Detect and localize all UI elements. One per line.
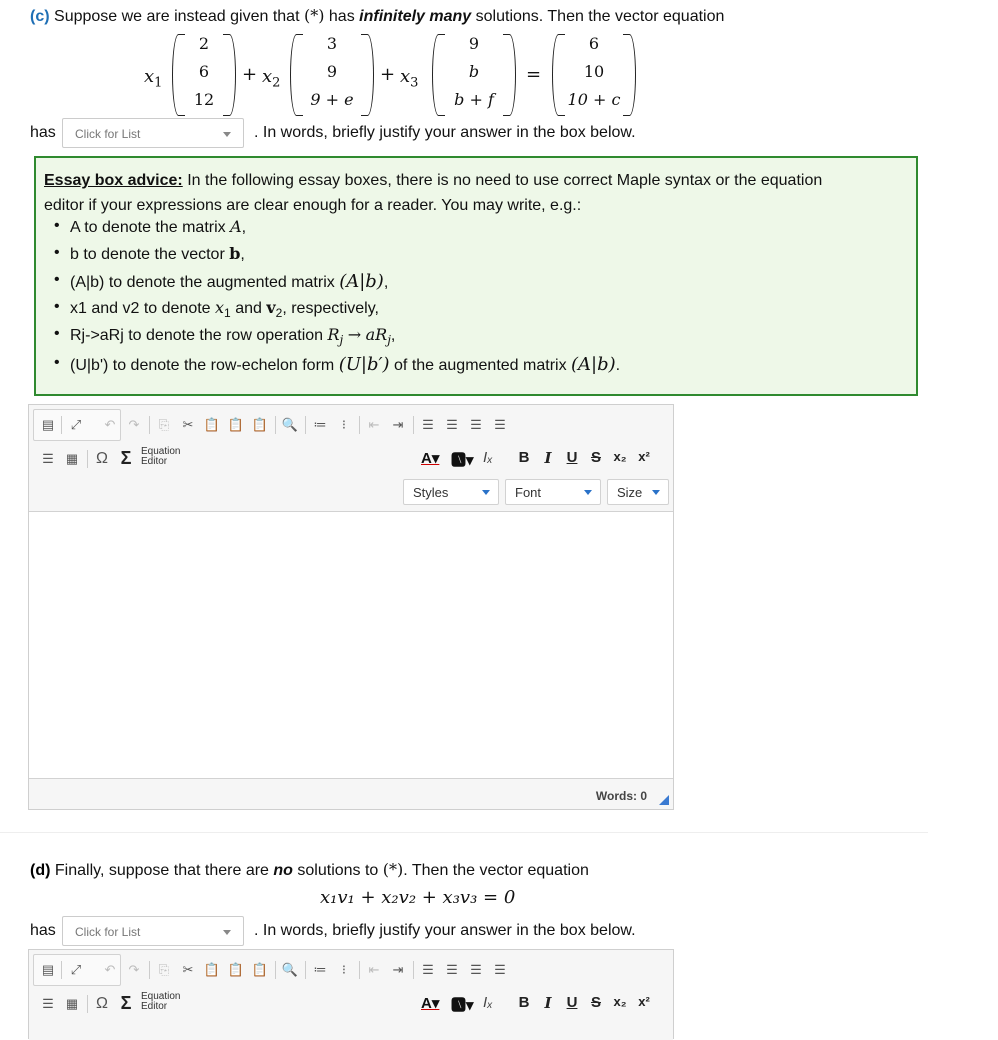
numbered-list-icon[interactable]: ≔: [313, 962, 327, 977]
search-icon[interactable]: 🔍: [281, 962, 299, 977]
paste-text-icon[interactable]: 📋: [227, 962, 245, 977]
toolbar-separator: [275, 416, 276, 434]
numbered-list-icon[interactable]: ≔: [313, 417, 327, 432]
remove-format-icon[interactable]: Iₓ: [483, 449, 493, 466]
part-d-intro: [30, 860, 589, 880]
align-right-icon[interactable]: ☰: [470, 962, 482, 977]
cut-icon[interactable]: ✂: [182, 417, 194, 432]
vector-2: [290, 34, 374, 116]
indent-icon[interactable]: ⇥: [392, 417, 404, 432]
has-label: has: [30, 922, 56, 939]
align-left-icon[interactable]: ☰: [422, 962, 434, 977]
advice-line-1: In the following essay boxes, there is no need to use correct Maple syntax or the equation: [187, 172, 823, 189]
editor-toolbar: [29, 405, 673, 512]
toolbar-separator: [275, 961, 276, 979]
subscript-icon[interactable]: x₂: [613, 994, 627, 1009]
vector-2-entry: 9 + e: [310, 90, 354, 109]
select-placeholder: Click for List: [75, 925, 141, 939]
word-count: Words: 0: [595, 789, 647, 803]
list-item: • (A|b) to denote the augmented matrix (A|b),: [70, 271, 388, 292]
undo-icon[interactable]: ↶: [104, 962, 116, 977]
no-emphasis: no: [273, 862, 293, 879]
size-dropdown[interactable]: Size: [607, 479, 669, 505]
font-dropdown[interactable]: Font: [505, 479, 601, 505]
toolbar-separator: [359, 416, 360, 434]
superscript-icon[interactable]: x²: [638, 449, 650, 464]
horizontal-rule-icon[interactable]: ☰: [42, 451, 54, 466]
list-item: • b to denote the vector b,: [70, 244, 245, 264]
rhs-entry: 6: [588, 34, 600, 53]
align-center-icon[interactable]: ☰: [446, 417, 458, 432]
background-color-icon[interactable]: 🅰▾: [451, 997, 474, 1014]
copy-icon[interactable]: ⎘: [158, 962, 170, 977]
vector-1-entry: 6: [198, 62, 210, 81]
list-item: • Rj->aRj to denote the row operation $R_j \to aR_j$,: [70, 325, 395, 347]
homogeneous-equation: x₁v₁ + x₂v₂ + x₃v₃ = 0: [320, 887, 516, 908]
table-icon[interactable]: ▦: [65, 996, 79, 1011]
remove-format-icon[interactable]: Iₓ: [483, 994, 493, 1011]
bold-icon[interactable]: B: [518, 449, 530, 466]
paste-word-icon[interactable]: 📋: [251, 962, 269, 977]
superscript-icon[interactable]: x²: [638, 994, 650, 1009]
has-label: has: [30, 124, 56, 141]
solutions-count-select-d[interactable]: [62, 916, 244, 946]
paste-text-icon[interactable]: 📋: [227, 417, 245, 432]
equals-sign: =: [526, 64, 542, 85]
advice-line-2: editor if your expressions are clear enough for a reader. You may write, e.g.:: [44, 197, 582, 214]
toolbar-separator: [359, 961, 360, 979]
subscript-icon[interactable]: x₂: [613, 449, 627, 464]
part-c-intro-2: has: [328, 8, 355, 25]
x2-coefficient: $x_2$: [262, 66, 281, 91]
vector-3-entry: b: [468, 62, 480, 81]
outdent-icon[interactable]: ⇤: [368, 962, 380, 977]
list-item: • (U|b') to denote the row-echelon form (U|b′) of the augmented matrix (A|b).: [70, 354, 620, 375]
resize-handle[interactable]: [659, 795, 669, 805]
rhs-vector: [552, 34, 636, 116]
toolbar-separator: [413, 416, 414, 434]
part-c-label: (c): [30, 8, 50, 25]
plus-sign: +: [380, 64, 396, 85]
vector-2-entry: 3: [326, 34, 338, 53]
vector-3: [432, 34, 516, 116]
x3-coefficient: $x_3$: [400, 66, 419, 91]
horizontal-rule-icon[interactable]: ☰: [42, 996, 54, 1011]
justify-instruction: . In words, briefly justify your answer in the box below.: [254, 124, 636, 141]
italic-icon[interactable]: I: [544, 994, 552, 1012]
source-icon[interactable]: ▤: [41, 962, 55, 977]
sigma-icon[interactable]: Σ: [120, 448, 132, 468]
styles-dropdown[interactable]: Styles: [403, 479, 499, 505]
x1-coefficient: $x_1$: [144, 66, 163, 91]
vector-2-entry: 9: [326, 62, 338, 81]
chevron-down-icon: [652, 490, 660, 495]
essay-editor-d: [28, 949, 674, 1039]
part-c-intro-3: solutions. Then the vector equation: [475, 8, 725, 25]
equation-editor-button[interactable]: Equation Editor: [141, 446, 181, 467]
part-d-intro-2: solutions to: [297, 862, 379, 879]
list-item: • A to denote the matrix A,: [70, 217, 246, 237]
vector-1-entry: 2: [198, 34, 210, 53]
copy-icon[interactable]: ⎘: [158, 417, 170, 432]
bullet-list-icon[interactable]: ⁝: [341, 417, 347, 432]
underline-icon[interactable]: U: [566, 994, 578, 1011]
toolbar-separator: [61, 961, 62, 979]
toolbar-separator: [149, 961, 150, 979]
essay-advice-box: [34, 156, 918, 396]
justify-instruction: . In words, briefly justify your answer in the box below.: [254, 922, 636, 939]
toolbar-separator: [305, 961, 306, 979]
select-placeholder: Click for List: [75, 127, 141, 141]
toolbar-separator: [413, 961, 414, 979]
source-icon[interactable]: ▤: [41, 417, 55, 432]
solutions-count-select[interactable]: [62, 118, 244, 148]
toolbar-separator: [87, 450, 88, 468]
equation-editor-button[interactable]: Equation Editor: [141, 991, 181, 1012]
maximize-icon[interactable]: ⤢: [70, 962, 82, 977]
essay-text-area[interactable]: [29, 511, 673, 779]
align-center-icon[interactable]: ☰: [446, 962, 458, 977]
vector-3-entry: 9: [468, 34, 480, 53]
vector-3-entry: b + f: [454, 90, 494, 109]
toolbar-separator: [149, 416, 150, 434]
redo-icon[interactable]: ↷: [128, 962, 140, 977]
rhs-entry: 10 + c: [567, 90, 621, 109]
align-right-icon[interactable]: ☰: [470, 417, 482, 432]
paste-icon[interactable]: 📋: [203, 962, 221, 977]
paste-word-icon[interactable]: 📋: [251, 417, 269, 432]
text-color-icon[interactable]: A▾: [421, 995, 440, 1012]
indent-icon[interactable]: ⇥: [392, 962, 404, 977]
part-d-intro-3: . Then the vector equation: [403, 862, 589, 879]
part-d-section: [0, 832, 928, 1025]
italic-icon[interactable]: I: [544, 449, 552, 467]
justify-icon[interactable]: ☰: [494, 417, 506, 432]
rhs-entry: 10: [583, 62, 605, 81]
bold-icon[interactable]: B: [518, 994, 530, 1011]
part-d-label: (d): [30, 862, 51, 879]
paste-icon[interactable]: 📋: [203, 417, 221, 432]
part-d-intro-1: Finally, suppose that there are: [54, 862, 269, 879]
align-left-icon[interactable]: ☰: [422, 417, 434, 432]
omega-icon[interactable]: Ω: [96, 450, 108, 467]
redo-icon[interactable]: ↷: [128, 417, 140, 432]
omega-icon[interactable]: Ω: [96, 995, 108, 1012]
table-icon[interactable]: ▦: [65, 451, 79, 466]
chevron-down-icon: [223, 132, 231, 137]
underline-icon[interactable]: U: [566, 449, 578, 466]
bullet-list-icon[interactable]: ⁝: [341, 962, 347, 977]
outdent-icon[interactable]: ⇤: [368, 417, 380, 432]
toolbar-separator: [61, 416, 62, 434]
strikethrough-icon[interactable]: S: [590, 994, 601, 1011]
editor-toolbar: [29, 950, 673, 1040]
toolbar-separator: [305, 416, 306, 434]
vector-1-entry: 12: [193, 90, 215, 109]
chevron-down-icon: [482, 490, 490, 495]
editor-status-bar: [29, 778, 673, 809]
chevron-down-icon: [223, 930, 231, 935]
background-color-icon[interactable]: 🅰▾: [451, 452, 474, 469]
star-reference: (*): [303, 6, 325, 25]
essay-editor-c: [28, 404, 674, 810]
justify-icon[interactable]: ☰: [494, 962, 506, 977]
part-c-intro-1: Suppose we are instead given that: [54, 8, 300, 25]
strikethrough-icon[interactable]: S: [590, 449, 601, 466]
list-item: • x1 and v2 to denote $x_1$ and $v_2$, respectively,: [70, 298, 379, 320]
undo-icon[interactable]: ↶: [104, 417, 116, 432]
toolbar-separator: [87, 995, 88, 1013]
infinitely-many-emphasis: infinitely many: [359, 8, 472, 25]
search-icon[interactable]: 🔍: [281, 417, 299, 432]
chevron-down-icon: [584, 490, 592, 495]
star-reference: (*): [382, 860, 404, 879]
plus-sign: +: [242, 64, 258, 85]
advice-title: Essay box advice:: [44, 172, 183, 189]
cut-icon[interactable]: ✂: [182, 962, 194, 977]
text-color-icon[interactable]: A▾: [421, 450, 440, 467]
vector-1: [172, 34, 236, 116]
maximize-icon[interactable]: ⤢: [70, 417, 82, 432]
part-c-intro: [30, 6, 724, 26]
sigma-icon[interactable]: Σ: [120, 993, 132, 1013]
